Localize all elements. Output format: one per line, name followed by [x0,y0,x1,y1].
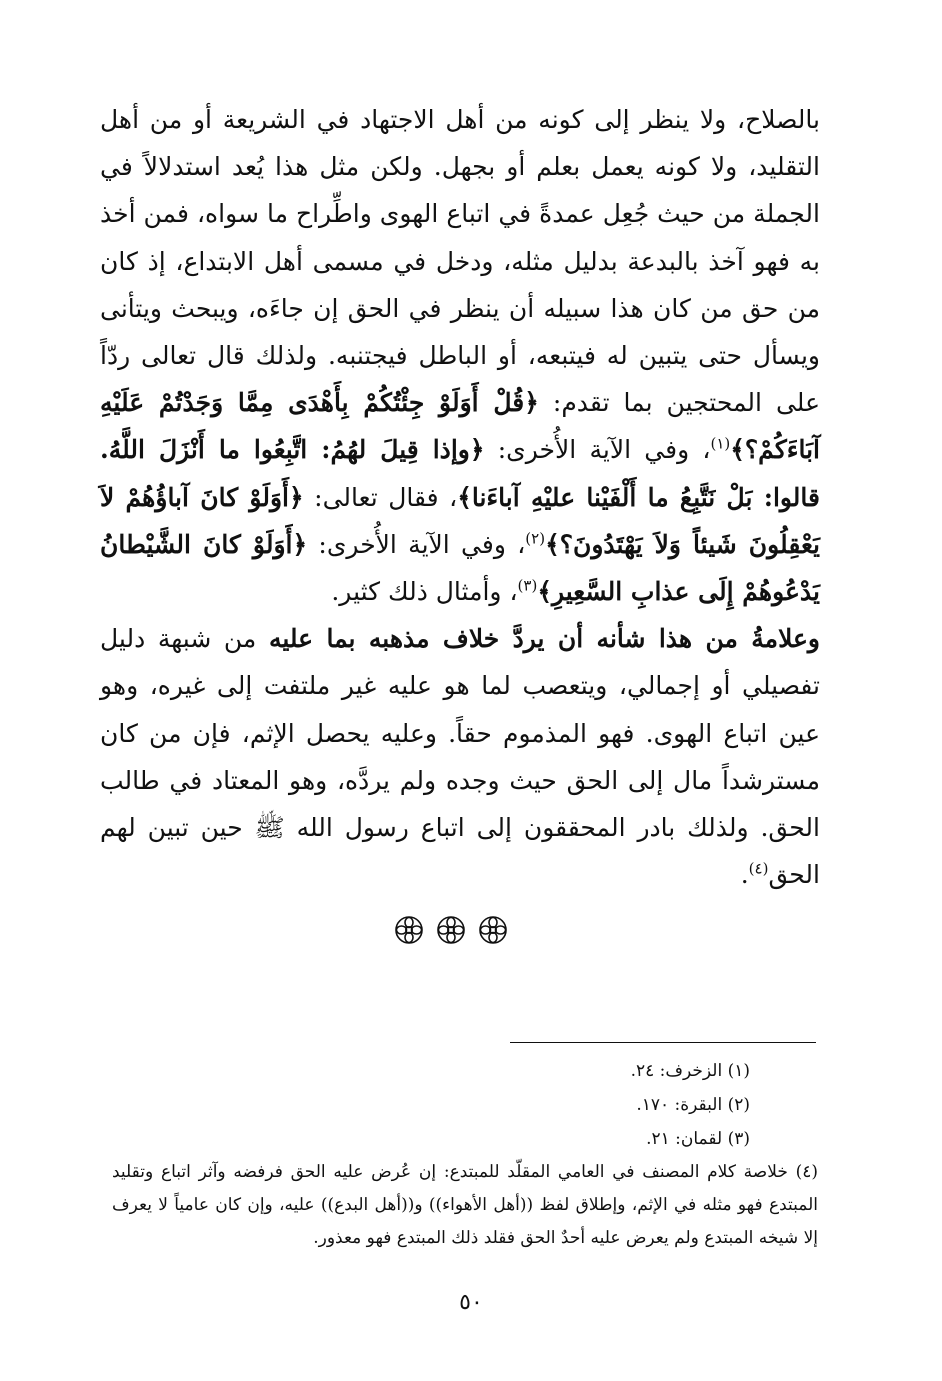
quran-verse-1: ﴿قُلْ أَوَلَوْ جِئْتُكُمْ بِأَهْدَى مِمَّا وَجَدْتُمْ عَلَيْهِ آبَاءَكُمْ؟﴾ [100,388,820,465]
footnote-ref-4: (٤) [748,859,769,878]
quran-verse-3: ﴿أَوَلَوْ كانَ آباؤُهُمْ لاَ يَعْقِلُونَ شَيئاً وَلاَ يَهْتَدُونَ؟﴾ [100,482,820,559]
footnote-ref-3: (٣) [517,576,538,595]
footnote-2: (٢) البقرة: ١٧٠. [636,1095,750,1115]
main-text-body [100,96,820,898]
text-run: . [740,860,749,890]
footnotes [112,1054,818,1255]
paragraph-1 [100,96,820,615]
quran-verse-4: ﴿أَوَلَوْ كانَ الشَّيْطانُ يَدْعُوهُمْ إِلَى عذابِ السَّعِيرِ﴾ [100,529,820,607]
text-run: ، وفي الآية الأُخرى: [484,435,711,465]
section-ornament [381,912,521,948]
text-run: ، وفي الآية الأُخرى: [307,529,526,559]
footnote-separator [510,1042,816,1043]
footnote-ref-2: (٢) [525,529,546,548]
paragraph-2 [100,615,820,898]
footnote-4: (٤) خلاصة كلام المصنف في العامي المقلّد للمبتدع: إن عُرض عليه الحق فرفضه وآثر اتباع وتقليد المبتدع فهو مثله في الإثم، وإطلاق لفظ ((أهل الأهواء)) و((أهل البدع)) عليه، وإن كان عامياً لا يعرف إلا شيخه المبتدع ولم يعرض عليه أحدٌ الحق فقلد ذلك المبتدع فهو معذور. [112,1162,818,1248]
quran-verse-2: ﴿وإذا قِيلَ لهُمُ: اتَّبِعُوا ما أَنْزَلَ اللَّهُ. قالوا: بَلْ نَتَّبِعُ ما أَلْفَيْنا عليْهِ آباءَنا﴾ [100,435,820,512]
text-run: ، فقال تعالى: [303,482,458,512]
text-run: من شبهة دليل تفصيلي أو إجمالي، ويتعصب لما هو عليه غير ملتفت إلى غيره، وهو عين اتباع الهوى. فهو المذموم حقاً. وعليه يحصل الإثم، فإن من كان مسترشداً مال إلى الحق حيث وجده ولم يردَّه، وهو المعتاد في طالب الحق. ولذلك بادر المحققون إلى اتباع رسول الله ﷺ حين تبين لهم الحق [100,624,820,890]
footnote-1: (١) الزخرف: ٢٤. [630,1061,750,1081]
text-run: بالصلاح، ولا ينظر إلى كونه من أهل الاجتهاد في الشريعة أو من أهل التقليد، ولا كونه يعمل بعلم أو بجهل. ولكن مثل هذا يُعد استدلالاً في الجملة من حيث جُعِل عمدةً في اتباع الهوى واطِّراح ما سواه، فمن أخذ به فهو آخذ بالبدعة بدليل مثله، ودخل في مسمى أهل الابتداع، إذ كان من حق من كان هذا سبيله أن ينظر في الحق إن جاءَه، ويبحث ويتأنى ويسأل حتى يتبين له فيتبعه، أو الباطل فيجتنبه. ولذلك قال تعالى ردّاً على المحتجين بما تقدم: [100,105,820,418]
flower-ornament-icon [394,915,424,945]
flower-ornament-icon [478,915,508,945]
text-run: ، وأمثال ذلك كثير. [331,577,518,607]
paragraph-2-lead: وعلامةُ من هذا شأنه أن يردَّ خلاف مذهبه بما عليه [268,624,820,654]
footnote-ref-1: (١) [710,435,731,454]
footnote-3: (٣) لقمان: ٢١. [646,1129,750,1149]
page-number: ٥٠ [459,1290,483,1315]
flower-ornament-icon [436,915,466,945]
